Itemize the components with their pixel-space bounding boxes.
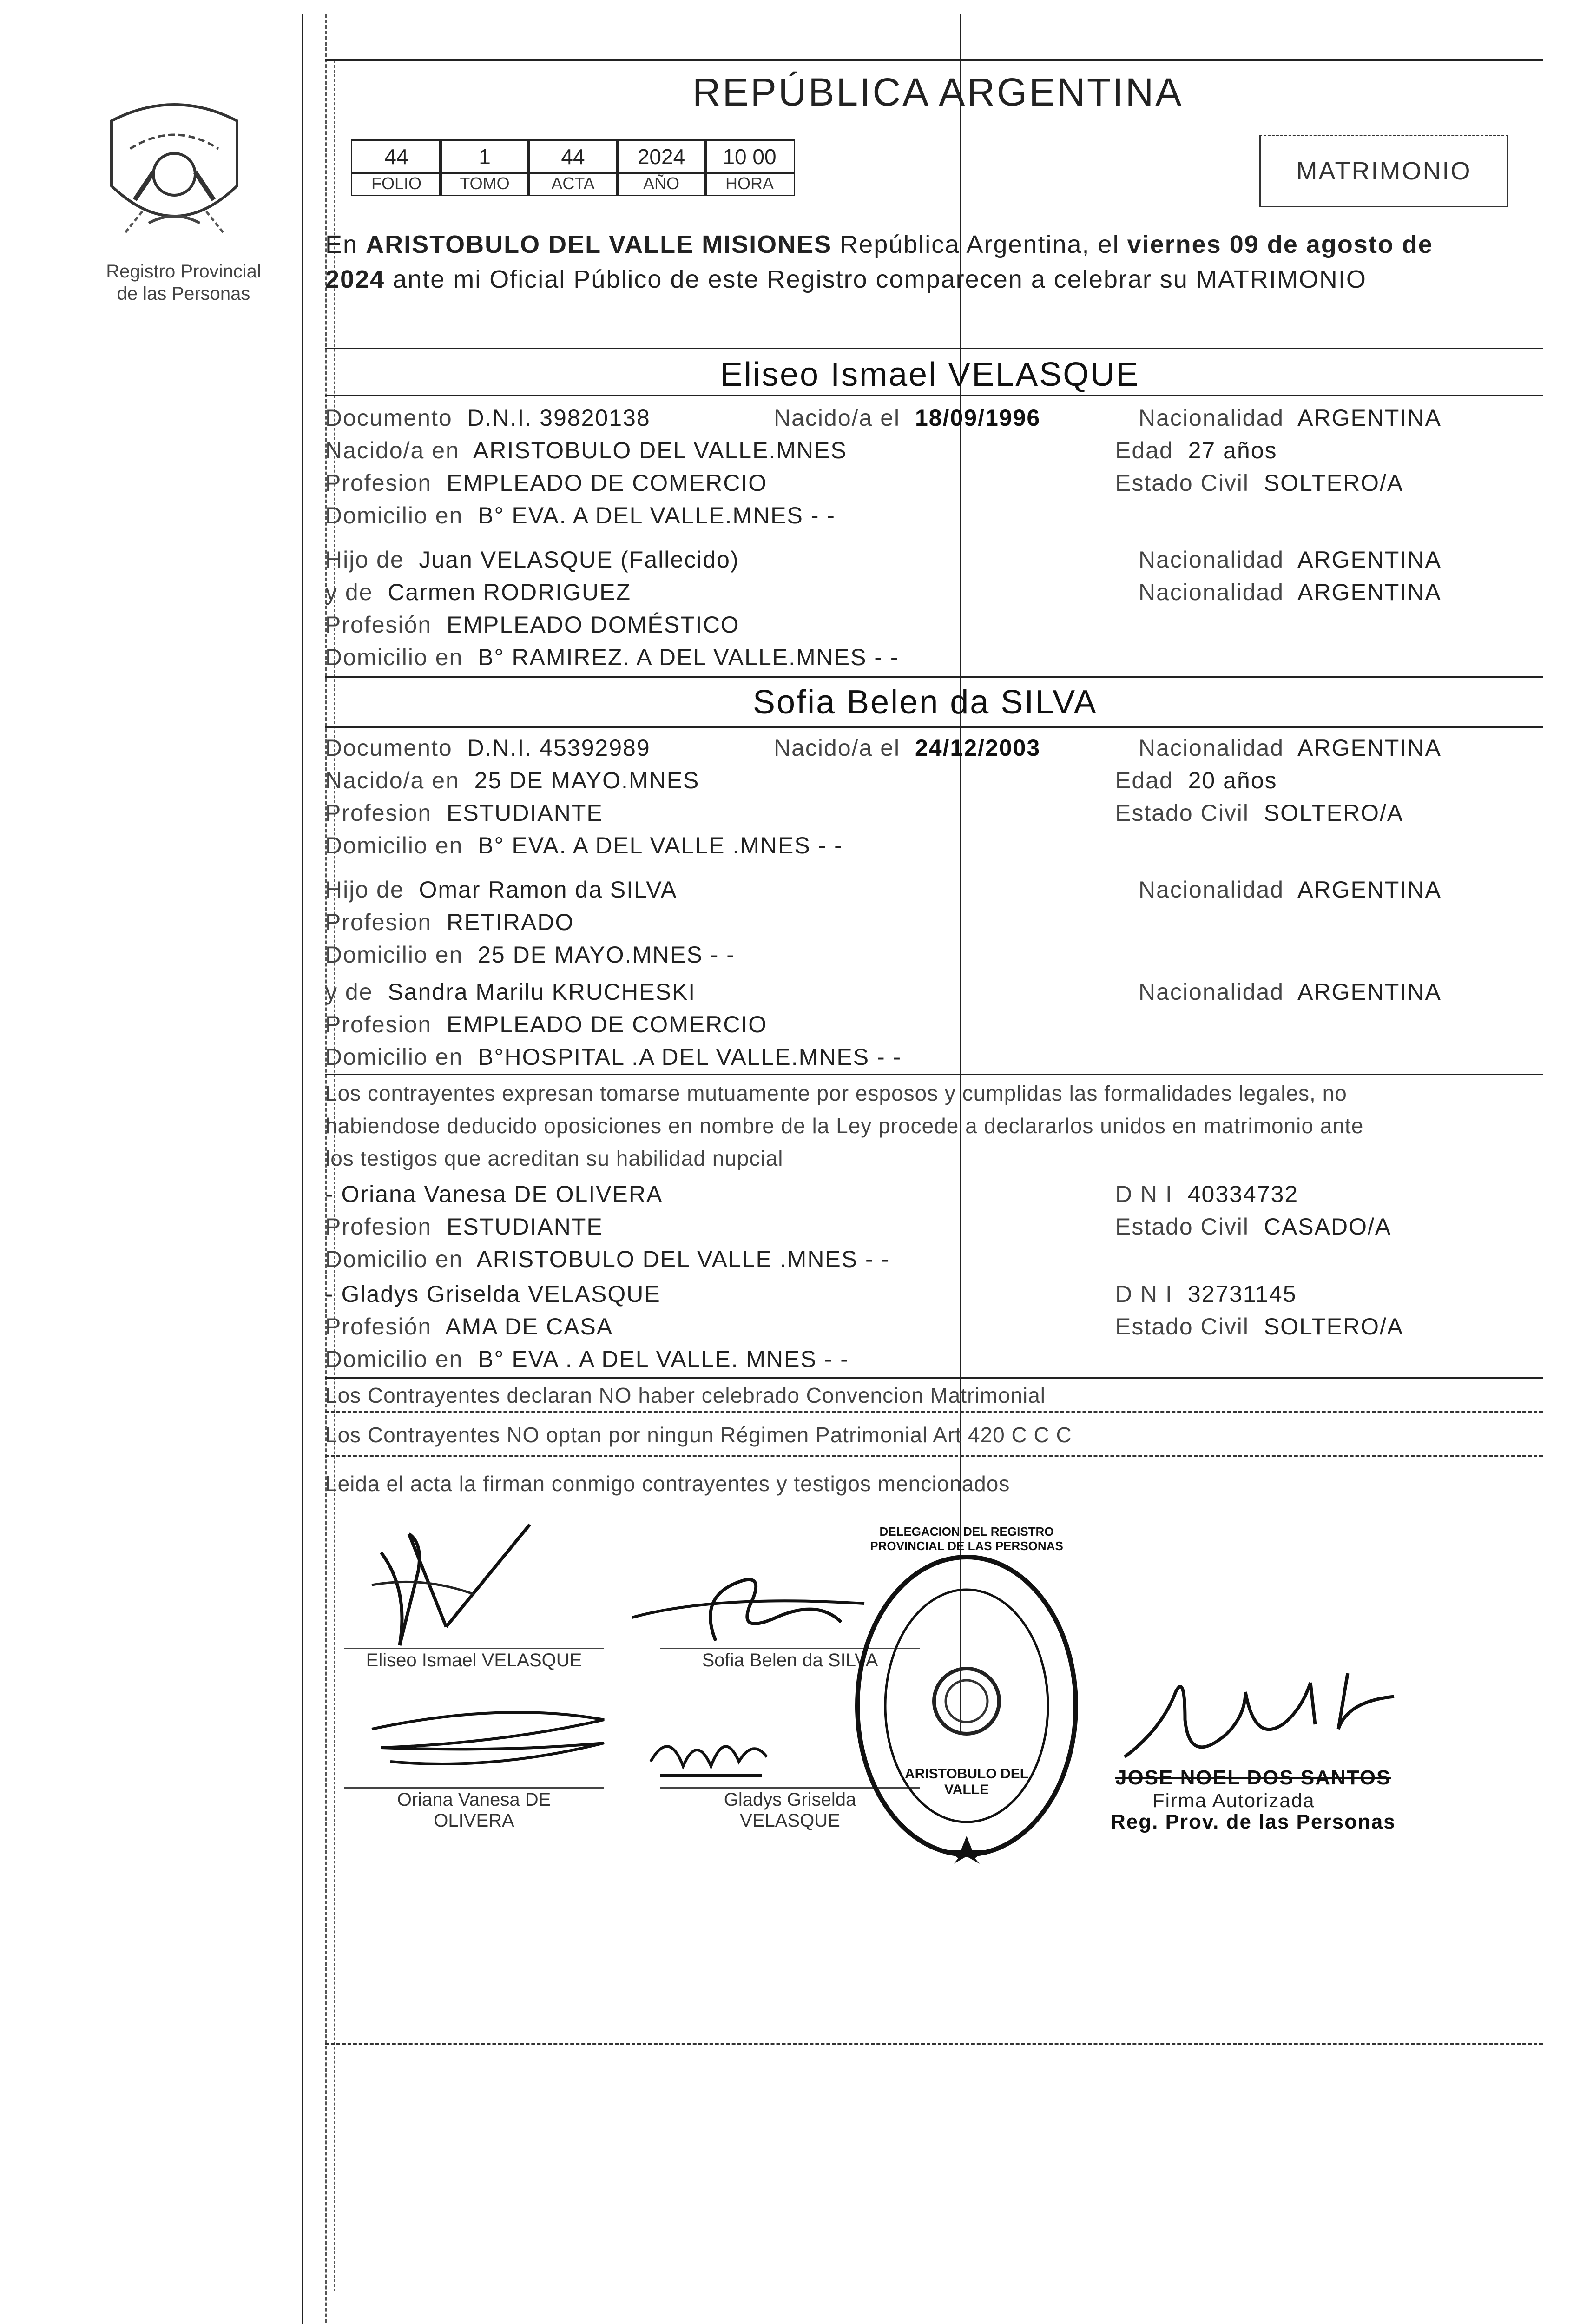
spouse1-name: Eliseo Ismael VELASQUE <box>720 356 1140 393</box>
intro-line-2: 2024 ante mi Oficial Público de este Registro comparecen a celebrar su MATRIMONIO <box>325 265 1367 293</box>
rule-after-convencion <box>325 1411 1543 1413</box>
spouse2-father: Hijo de Omar Ramon da SILVA <box>325 877 678 903</box>
spouse2-nationality: Nacionalidad ARGENTINA <box>1139 735 1442 761</box>
anio-value: 2024 <box>616 139 707 174</box>
spouse1-address: Domicilio en B° EVA. A DEL VALLE.MNES - - <box>325 502 836 528</box>
signature-spouse1-name: Eliseo Ismael VELASQUE <box>366 1650 582 1670</box>
regimen-note: Los Contrayentes NO optan por ningun Régimen Patrimonial Art 420 C C C <box>325 1423 1072 1447</box>
coat-of-arms <box>98 93 251 246</box>
witness1-civil-status: Estado Civil CASADO/A <box>1115 1214 1392 1240</box>
intro-line-1: En ARISTOBULO DEL VALLE MISIONES República Argentina, el viernes 09 de agosto de <box>325 231 1433 258</box>
declaration-line-1: Los contrayentes expresan tomarse mutuamente por esposos y cumplidas las formalidades legales, no <box>325 1081 1347 1105</box>
official-name: JOSE NOEL DOS SANTOS <box>1115 1766 1391 1789</box>
spouse1-civil-status: Estado Civil SOLTERO/A <box>1115 470 1404 496</box>
spouse2-birthplace: Nacido/a en 25 DE MAYO.MNES <box>325 767 700 793</box>
spouse2-birthdate: Nacido/a el 24/12/2003 <box>774 735 1041 761</box>
spouse2-mother-profession: Profesion EMPLEADO DE COMERCIO <box>325 1011 768 1037</box>
rule-spouse2-title <box>325 726 1543 728</box>
spouse1-birthplace: Nacido/a en ARISTOBULO DEL VALLE.MNES <box>325 437 847 463</box>
frame-left-line <box>302 14 303 2324</box>
country-title: REPÚBLICA ARGENTINA <box>692 70 1184 114</box>
spouse1-mother-nationality: Nacionalidad ARGENTINA <box>1139 579 1442 605</box>
hora-value: 10 00 <box>704 139 795 174</box>
anio-label: AÑO <box>616 172 707 196</box>
official-seal <box>850 1548 1083 1864</box>
hora-label: HORA <box>704 172 795 196</box>
signature-witness1 <box>362 1692 623 1785</box>
witness1-name: - Oriana Vanesa DE OLIVERA <box>325 1181 663 1207</box>
spouse2-age: Edad 20 años <box>1115 767 1277 793</box>
rule-before-declaration <box>325 1074 1543 1075</box>
rule-spouse1-title <box>325 395 1543 396</box>
folio-value: 44 <box>351 139 442 174</box>
acta-value: 44 <box>527 139 619 174</box>
spouse2-father-profession: Profesion RETIRADO <box>325 909 574 935</box>
official-office: Reg. Prov. de las Personas <box>1111 1810 1396 1833</box>
spouse2-mother-nationality: Nacionalidad ARGENTINA <box>1139 979 1442 1005</box>
spouse1-profession: Profesion EMPLEADO DE COMERCIO <box>325 470 768 496</box>
signature-spouse2 <box>623 1566 883 1650</box>
signature-spouse2-name: Sofia Belen da SILVA <box>702 1650 878 1670</box>
signature-line-1 <box>344 1648 604 1649</box>
act-type-label: MATRIMONIO <box>1296 157 1472 185</box>
convencion-note: Los Contrayentes declaran NO haber celebrado Convencion Matrimonial <box>325 1383 1046 1407</box>
signature-official <box>1106 1664 1403 1776</box>
signature-witness1-name: Oriana Vanesa DE OLIVERA <box>397 1789 551 1831</box>
official-title: Firma Autorizada <box>1152 1789 1315 1811</box>
rule-after-witnesses <box>325 1377 1543 1379</box>
spouse1-nationality: Nacionalidad ARGENTINA <box>1139 405 1442 431</box>
rule-after-regimen <box>325 1455 1543 1457</box>
spouse1-birthdate: Nacido/a el 18/09/1996 <box>774 405 1041 431</box>
declaration-line-3: los testigos que acreditan su habilidad nupcial <box>325 1146 783 1170</box>
spouse2-address: Domicilio en B° EVA. A DEL VALLE .MNES - - <box>325 832 843 858</box>
signature-spouse1 <box>353 1515 558 1655</box>
spouse1-father-nationality: Nacionalidad ARGENTINA <box>1139 547 1442 573</box>
rule-before-spouse2 <box>325 676 1543 678</box>
spouse2-civil-status: Estado Civil SOLTERO/A <box>1115 800 1404 826</box>
rule-after-intro <box>325 348 1543 349</box>
signature-line-3 <box>344 1787 604 1789</box>
spouse2-father-address: Domicilio en 25 DE MAYO.MNES - - <box>325 942 735 968</box>
spouse1-father: Hijo de Juan VELASQUE (Fallecido) <box>325 547 739 573</box>
witness2-civil-status: Estado Civil SOLTERO/A <box>1115 1314 1404 1340</box>
signature-witness2-name: Gladys Griselda VELASQUE <box>724 1789 856 1831</box>
registry-label: Registro Provincial de las Personas <box>106 261 261 304</box>
witness2-profession: Profesión AMA DE CASA <box>325 1314 613 1340</box>
tomo-value: 1 <box>439 139 530 174</box>
spouse2-mother: y de Sandra Marilu KRUCHESKI <box>325 979 696 1005</box>
spouse2-name: Sofia Belen da SILVA <box>753 684 1098 721</box>
witness1-address: Domicilio en ARISTOBULO DEL VALLE .MNES - - <box>325 1246 890 1272</box>
witness1-dni: D N I 40334732 <box>1115 1181 1299 1207</box>
witness2-name: - Gladys Griselda VELASQUE <box>325 1281 661 1307</box>
seal-inner-text: ARISTOBULO DEL VALLE <box>904 1766 1029 1797</box>
declaration-line-2: habiendose deducido oposiciones en nombre de la Ley procede a declararlos unidos en matrimonio ante <box>325 1114 1364 1138</box>
witness1-profession: Profesion ESTUDIANTE <box>325 1214 603 1240</box>
closing-note: Leida el acta la firman conmigo contrayentes y testigos mencionados <box>325 1472 1010 1496</box>
top-rule <box>325 59 1543 61</box>
tomo-label: TOMO <box>439 172 530 196</box>
spouse1-parents-address: Domicilio en B° RAMIREZ. A DEL VALLE.MNES - - <box>325 644 899 670</box>
spouse1-documento: Documento D.N.I. 39820138 <box>325 405 651 431</box>
spouse2-profession: Profesion ESTUDIANTE <box>325 800 603 826</box>
spouse1-parents-profession: Profesión EMPLEADO DOMÉSTICO <box>325 612 740 638</box>
spouse2-documento: Documento D.N.I. 45392989 <box>325 735 651 761</box>
spouse1-mother: y de Carmen RODRIGUEZ <box>325 579 632 605</box>
act-type-box <box>1259 135 1508 207</box>
spouse1-age: Edad 27 años <box>1115 437 1277 463</box>
witness2-dni: D N I 32731145 <box>1115 1281 1297 1307</box>
spouse2-father-nationality: Nacionalidad ARGENTINA <box>1139 877 1442 903</box>
spouse2-mother-address: Domicilio en B°HOSPITAL .A DEL VALLE.MNES - - <box>325 1044 902 1070</box>
acta-label: ACTA <box>527 172 619 196</box>
witness2-address: Domicilio en B° EVA . A DEL VALLE. MNES - - <box>325 1346 849 1372</box>
folio-label: FOLIO <box>351 172 442 196</box>
signature-witness2 <box>641 1720 781 1789</box>
rule-bottom <box>325 2043 1543 2045</box>
seal-outer-text: DELEGACION DEL REGISTRO PROVINCIAL DE LAS PERSONAS <box>870 1525 1063 1553</box>
